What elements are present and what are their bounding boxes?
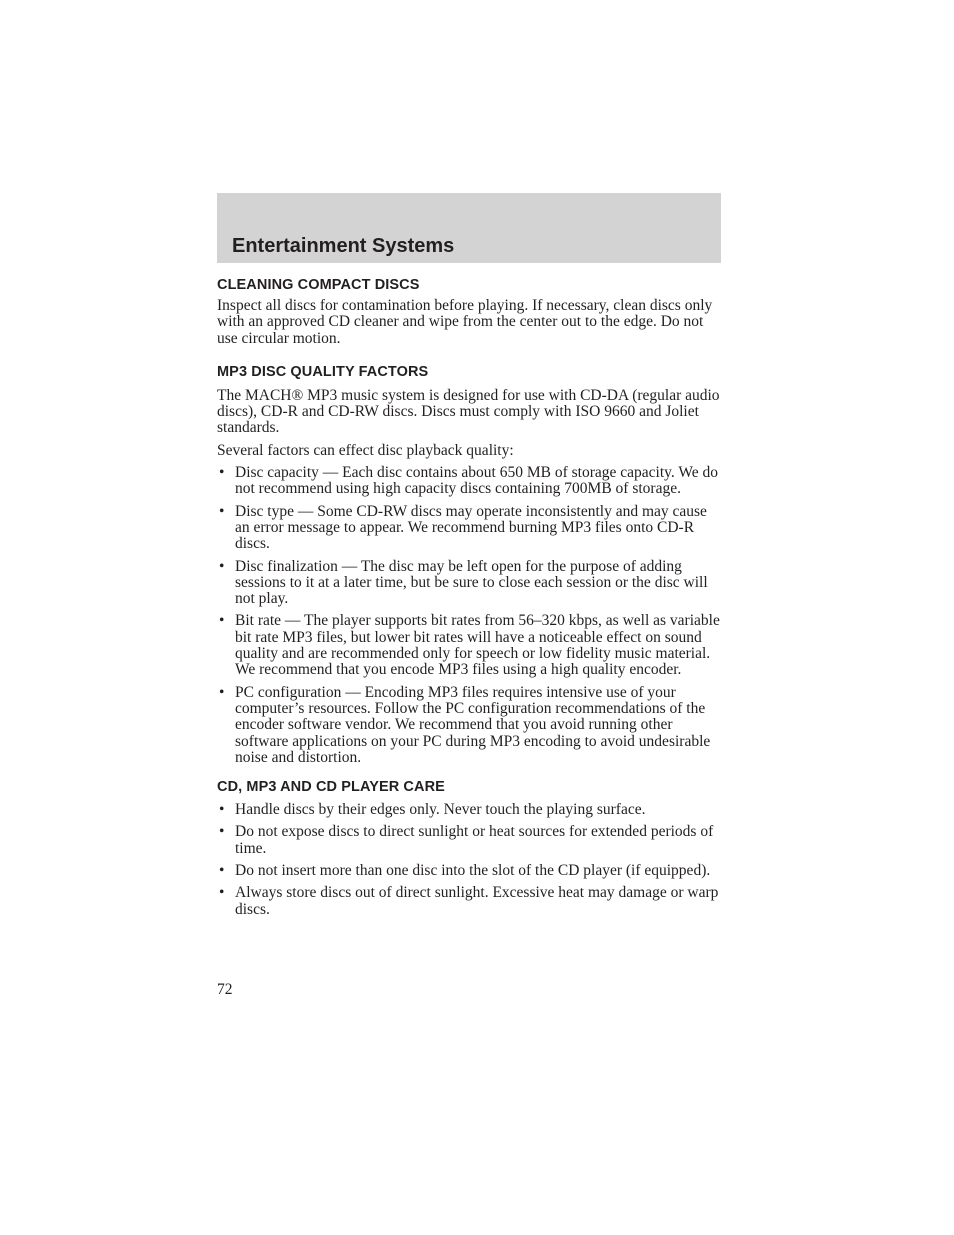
- paragraph-cleaning: Inspect all discs for contamination before playing. If necessary, clean discs only with an approved CD cleaner and wipe from the center out to the edge. Do not use circular motion.: [217, 297, 713, 347]
- chapter-title: Entertainment Systems: [232, 235, 455, 257]
- page-number: 72: [217, 981, 233, 998]
- page-content: [217, 276, 721, 918]
- section-heading-player-care: CD, MP3 AND CD PLAYER CARE: [217, 779, 445, 796]
- list-item-text: Disc type — Some CD-RW discs may operate inconsistently and may cause an error message to appear. We recommend burning MP3 files onto CD-R discs.: [235, 502, 707, 553]
- list-item-text: Do not insert more than one disc into the slot of the CD player (if equipped).: [235, 862, 711, 880]
- list-item-text: Do not expose discs to direct sunlight or heat sources for extended periods of time.: [235, 823, 714, 857]
- bullet-icon: •: [219, 683, 225, 701]
- list-item: [217, 863, 721, 879]
- list-item-text: Bit rate — The player supports bit rates from 56–320 kbps, as well as variable bit rate MP3 files, but lower bit rates will have a noticeable effect on sound quality and are recommended only for speech or low fidelity music material. We recommend that you encode MP3 files using a high quality encoder.: [235, 612, 720, 679]
- list-item: [217, 685, 721, 766]
- list-item-text: Always store discs out of direct sunlight. Excessive heat may damage or warp discs.: [235, 884, 719, 918]
- paragraph-mach-system: The MACH® MP3 music system is designed for use with CD-DA (regular audio discs), CD-R and CD-RW discs. Discs must comply with ISO 9660 and Joliet standards.: [217, 386, 720, 437]
- section-heading-cleaning: CLEANING COMPACT DISCS: [217, 277, 420, 293]
- list-item-text: Disc finalization — The disc may be left open for the purpose of adding sessions to it at a later time, but be sure to close each session or the disc will not play.: [235, 557, 708, 608]
- bullet-icon: •: [219, 502, 225, 520]
- list-item: [217, 885, 721, 918]
- bullet-icon: •: [219, 823, 225, 841]
- list-item: [217, 824, 721, 857]
- list-item: [217, 559, 721, 608]
- player-care-list: [217, 802, 721, 918]
- list-item-text: PC configuration — Encoding MP3 files requires intensive use of your computer’s resources. Follow the PC configuration recommendations of the encoder software vendor. We recommend that you avoid running other software applications on your PC during MP3 encoding to avoid undesirable noise and distortion.: [235, 683, 711, 766]
- list-item: [217, 504, 721, 553]
- list-item: [217, 465, 721, 498]
- bullet-icon: •: [219, 464, 225, 482]
- list-item-text: Disc capacity — Each disc contains about 650 MB of storage capacity. We do not recommend using high capacity discs containing 700MB of storage.: [235, 464, 718, 498]
- bullet-icon: •: [219, 801, 225, 819]
- paragraph-factors-intro: Several factors can effect disc playback quality:: [217, 441, 514, 459]
- list-item-text: Handle discs by their edges only. Never touch the playing surface.: [235, 801, 646, 819]
- bullet-icon: •: [219, 557, 225, 575]
- bullet-icon: •: [219, 862, 225, 880]
- list-item: [217, 802, 721, 818]
- section-header-band: [217, 193, 721, 263]
- section-heading-mp3-quality: MP3 DISC QUALITY FACTORS: [217, 363, 429, 380]
- quality-factors-list: [217, 465, 721, 766]
- list-item: [217, 613, 721, 678]
- bullet-icon: •: [219, 884, 225, 902]
- bullet-icon: •: [219, 612, 225, 630]
